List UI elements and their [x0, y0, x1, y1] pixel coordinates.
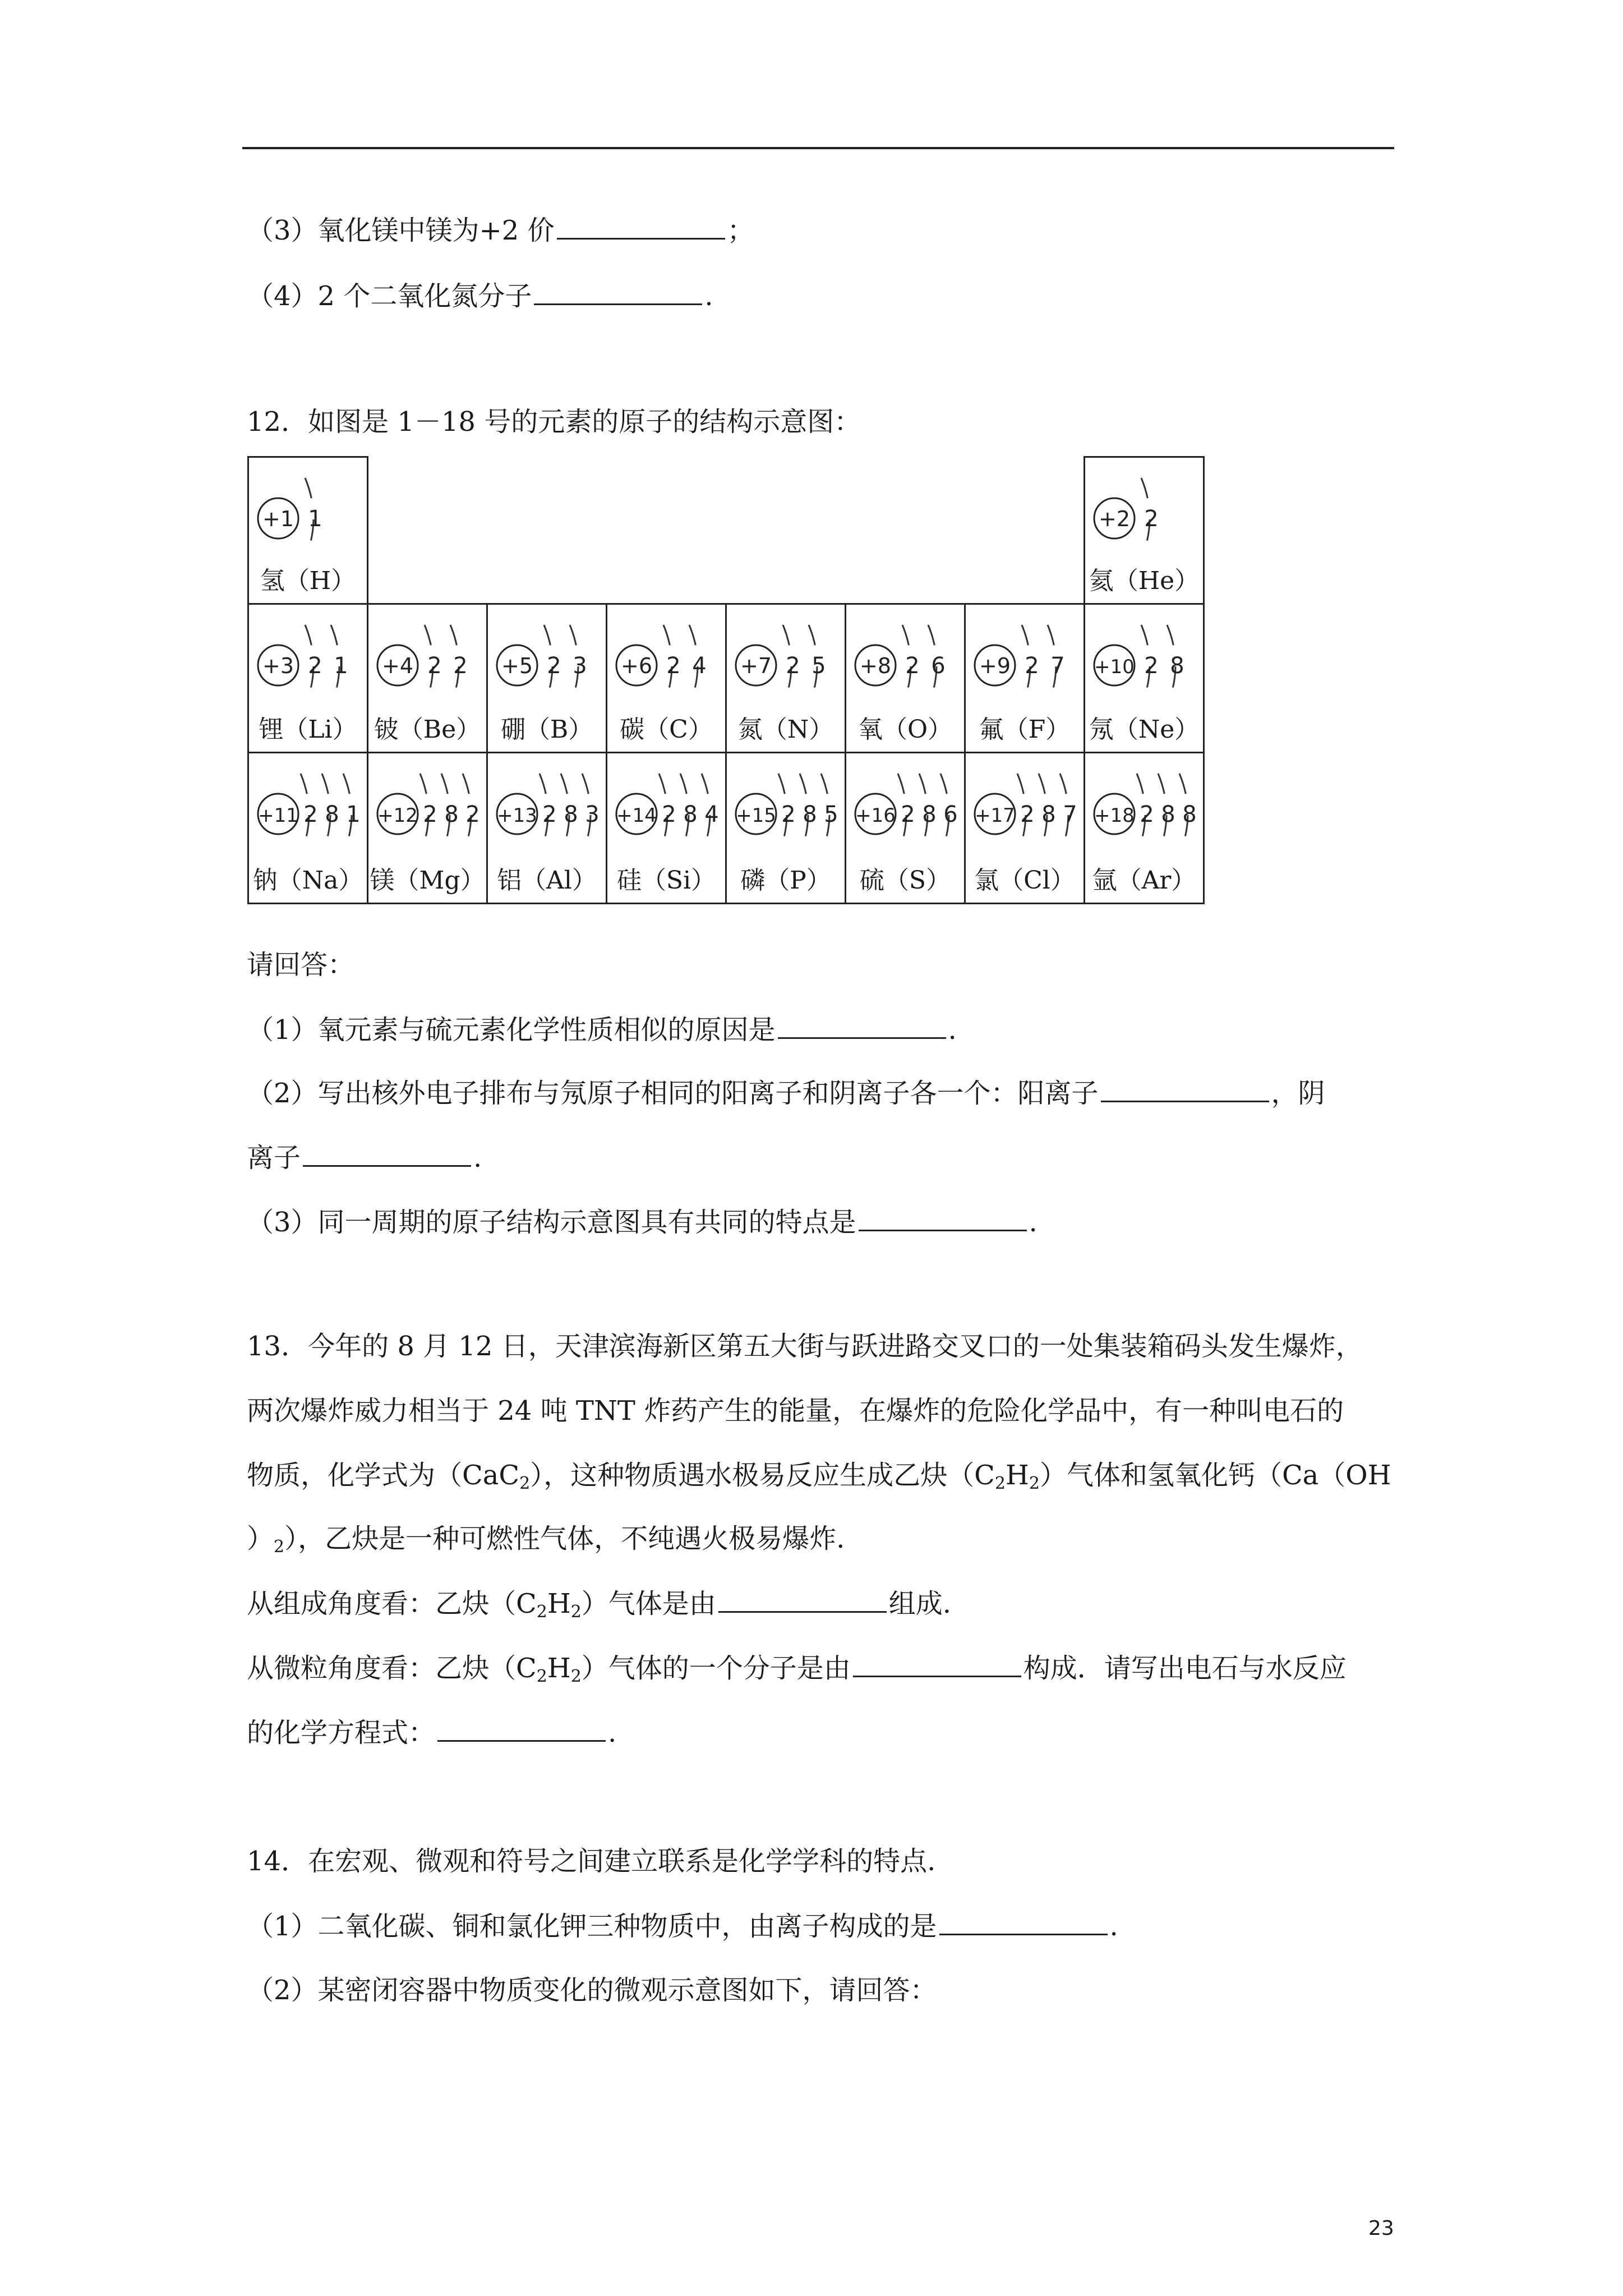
q13-line6: 从微粒角度看：乙炔$(C_2H_2)$气体的一个分子是由 构成．请写出电石与水反应 [247, 1651, 1347, 1694]
atom-diagram [249, 753, 368, 860]
answer-blank[interactable] [437, 1715, 606, 1742]
nucleus-charge: +5 [501, 654, 533, 678]
atom-diagram [607, 605, 727, 711]
header-rule [242, 147, 1394, 149]
answer-blank[interactable] [718, 1586, 887, 1613]
electron-count: 1 [308, 506, 322, 532]
electron-count: 8 [803, 802, 817, 827]
electron-count: 5 [811, 653, 826, 679]
answer-blank[interactable] [557, 213, 725, 240]
electron-count: 2 [1144, 653, 1159, 679]
nucleus-charge: +13 [497, 804, 537, 827]
element-name: 铝（Al） [497, 866, 597, 895]
electron-count: 2 [427, 653, 442, 679]
electron-count: 8 [444, 802, 459, 827]
q13-line1: 13．今年的 8 月 12 日，天津滨海新区第五大街与跃进路交叉口的一处集装箱码头发生爆炸， [247, 1331, 1363, 1362]
atom-diagram [1085, 605, 1205, 711]
electron-count: 3 [585, 802, 600, 827]
element-name: 铍（Be） [374, 715, 481, 744]
atom-diagram [1085, 458, 1205, 564]
q12-title: 12．如图是 1－18 号的元素的原子的结构示意图： [247, 406, 861, 438]
electron-count: 2 [465, 802, 480, 827]
atom-diagram [607, 753, 727, 860]
electron-count: 4 [692, 653, 707, 679]
element-cell [486, 752, 607, 904]
element-name: 氯（Cl） [974, 866, 1075, 895]
element-name: 氩（Ar） [1092, 866, 1196, 895]
element-cell [606, 752, 727, 904]
electron-count: 8 [1182, 802, 1197, 827]
electron-count: 8 [1170, 653, 1184, 679]
electron-count: 2 [1025, 653, 1039, 679]
q11-item4: （4）2 个二氧化氮分子 . [247, 279, 713, 313]
element-cell [725, 603, 846, 753]
electron-count: 2 [303, 802, 318, 827]
nucleus-charge: +3 [262, 654, 294, 678]
atom-diagram [727, 753, 846, 860]
element-name: 氖（Ne） [1089, 715, 1200, 744]
electron-count: 8 [564, 802, 578, 827]
q14-sub1: （1）二氧化碳、铜和氯化钾三种物质中，由离子构成的是 . [247, 1909, 1118, 1943]
atom-diagram [488, 605, 607, 711]
q12-sub2: （2）写出核外电子排布与氖原子相同的阳离子和阴离子各一个：阳离子 ，阴 [247, 1076, 1325, 1110]
nucleus-charge: +10 [1094, 656, 1135, 678]
atomic-structure-table [247, 456, 1201, 903]
atom-diagram [966, 605, 1085, 711]
electron-count: 6 [943, 802, 958, 827]
q13-line2: 两次爆炸威力相当于 24 吨 TNT 炸药产生的能量，在爆炸的危险化学品中，有一种叫电石的 [247, 1395, 1344, 1427]
element-name: 磷（P） [740, 866, 831, 895]
nucleus-charge: +6 [620, 654, 653, 678]
electron-count: 2 [1020, 802, 1035, 827]
answer-blank[interactable] [939, 1909, 1108, 1935]
element-name: 氮（N） [737, 715, 834, 744]
electron-count: 8 [683, 802, 698, 827]
nucleus-charge: +17 [975, 804, 1015, 827]
element-cell [486, 603, 607, 753]
electron-count: 7 [1050, 653, 1065, 679]
answer-blank[interactable] [859, 1205, 1027, 1231]
electron-count: 8 [1161, 802, 1175, 827]
electron-count: 8 [1041, 802, 1056, 827]
atom-diagram [249, 605, 368, 711]
q13-line7: 的化学方程式： . [247, 1715, 616, 1750]
electron-count: 8 [325, 802, 339, 827]
q13-line5: 从组成角度看：乙炔$(C_2H_2)$气体是由 组成. [247, 1586, 951, 1629]
element-cell [1083, 603, 1205, 753]
answer-blank[interactable] [534, 279, 702, 305]
electron-count: 5 [824, 802, 838, 827]
answer-blank[interactable] [778, 1013, 946, 1039]
electron-count: 2 [308, 653, 322, 679]
electron-count: 1 [334, 653, 348, 679]
nucleus-charge: +9 [979, 654, 1011, 678]
electron-count: 2 [905, 653, 920, 679]
element-name: 镁（Mg） [370, 866, 485, 895]
element-cell [845, 752, 966, 904]
electron-count: 2 [453, 653, 468, 679]
nucleus-charge: +15 [736, 804, 776, 827]
element-cell [725, 752, 846, 904]
nucleus-charge: +2 [1098, 507, 1131, 531]
nucleus-charge: +16 [855, 804, 896, 827]
answer-blank[interactable] [303, 1140, 471, 1167]
element-name: 氦（He） [1089, 567, 1200, 595]
element-cell [247, 456, 368, 605]
q12-sub2-cont: 离子 . [247, 1140, 482, 1175]
nucleus-charge: +4 [381, 654, 414, 678]
electron-count: 7 [1063, 802, 1077, 827]
atom-diagram [966, 753, 1085, 860]
atom-diagram [368, 753, 488, 860]
electron-count: 2 [1144, 506, 1159, 532]
nucleus-charge: +8 [859, 654, 892, 678]
element-name: 氧（O） [857, 715, 953, 744]
element-cell [247, 752, 368, 904]
element-name: 氟（F） [979, 715, 1071, 744]
electron-count: 1 [346, 802, 361, 827]
electron-count: 2 [786, 653, 800, 679]
atom-diagram [846, 605, 966, 711]
q14-title: 14．在宏观、微观和符号之间建立联系是化学学科的特点. [247, 1846, 936, 1877]
element-cell [367, 752, 488, 904]
element-name: 硅（Si） [616, 866, 716, 895]
nucleus-charge: +18 [1094, 804, 1135, 827]
q12-sub3: （3）同一周期的原子结构示意图具有共同的特点是 . [247, 1205, 1038, 1239]
electron-count: 2 [781, 802, 796, 827]
element-name: 硫（S） [859, 866, 951, 895]
element-name: 硼（B） [500, 715, 593, 744]
q13-line3: 物质，化学式为（CaC$_2$），这种物质遇水极易反应生成乙炔$(C_2H_2)$气体和氢氧化钙（Ca（OH [247, 1460, 1391, 1493]
q13-line4: ）$_2$），乙炔是一种可燃性气体，不纯遇火极易爆炸. [247, 1523, 845, 1557]
nucleus-charge: +1 [262, 507, 294, 531]
element-name: 碳（C） [620, 715, 713, 744]
q12-prompt: 请回答： [247, 949, 355, 981]
electron-count: 2 [1140, 802, 1154, 827]
nucleus-charge: +12 [377, 804, 418, 827]
nucleus-charge: +11 [258, 804, 298, 827]
element-cell [1083, 456, 1205, 605]
nucleus-charge: +14 [616, 804, 657, 827]
element-cell [964, 603, 1085, 753]
element-cell [606, 603, 727, 753]
atom-diagram [368, 605, 488, 711]
atom-diagram [488, 753, 607, 860]
element-cell [1083, 752, 1205, 904]
element-cell [964, 752, 1085, 904]
electron-count: 2 [666, 653, 681, 679]
element-name: 钠（Na） [252, 866, 363, 895]
atom-diagram [1085, 753, 1205, 860]
element-cell [845, 603, 966, 753]
electron-count: 8 [922, 802, 937, 827]
atom-diagram [846, 753, 966, 860]
q12-sub1: （1）氧元素与硫元素化学性质相似的原因是 . [247, 1013, 957, 1047]
electron-count: 4 [704, 802, 719, 827]
answer-blank[interactable] [1101, 1076, 1269, 1102]
electron-count: 6 [931, 653, 946, 679]
q14-sub2: （2）某密闭容器中物质变化的微观示意图如下，请回答： [247, 1975, 937, 2006]
q11-item3: （3）氧化镁中镁为+2 价 ； [247, 213, 754, 247]
element-cell [247, 603, 368, 753]
electron-count: 2 [542, 802, 557, 827]
electron-count: 2 [547, 653, 561, 679]
electron-count: 2 [423, 802, 437, 827]
element-name: 氢（H） [260, 567, 356, 595]
electron-count: 3 [573, 653, 587, 679]
nucleus-charge: +7 [740, 654, 772, 678]
electron-count: 2 [662, 802, 676, 827]
atom-diagram [249, 458, 368, 564]
atom-diagram [727, 605, 846, 711]
answer-blank[interactable] [853, 1651, 1021, 1677]
page-number: 23 [1368, 2217, 1394, 2240]
element-name: 锂（Li） [259, 715, 357, 744]
electron-count: 2 [901, 802, 915, 827]
element-cell [367, 603, 488, 753]
